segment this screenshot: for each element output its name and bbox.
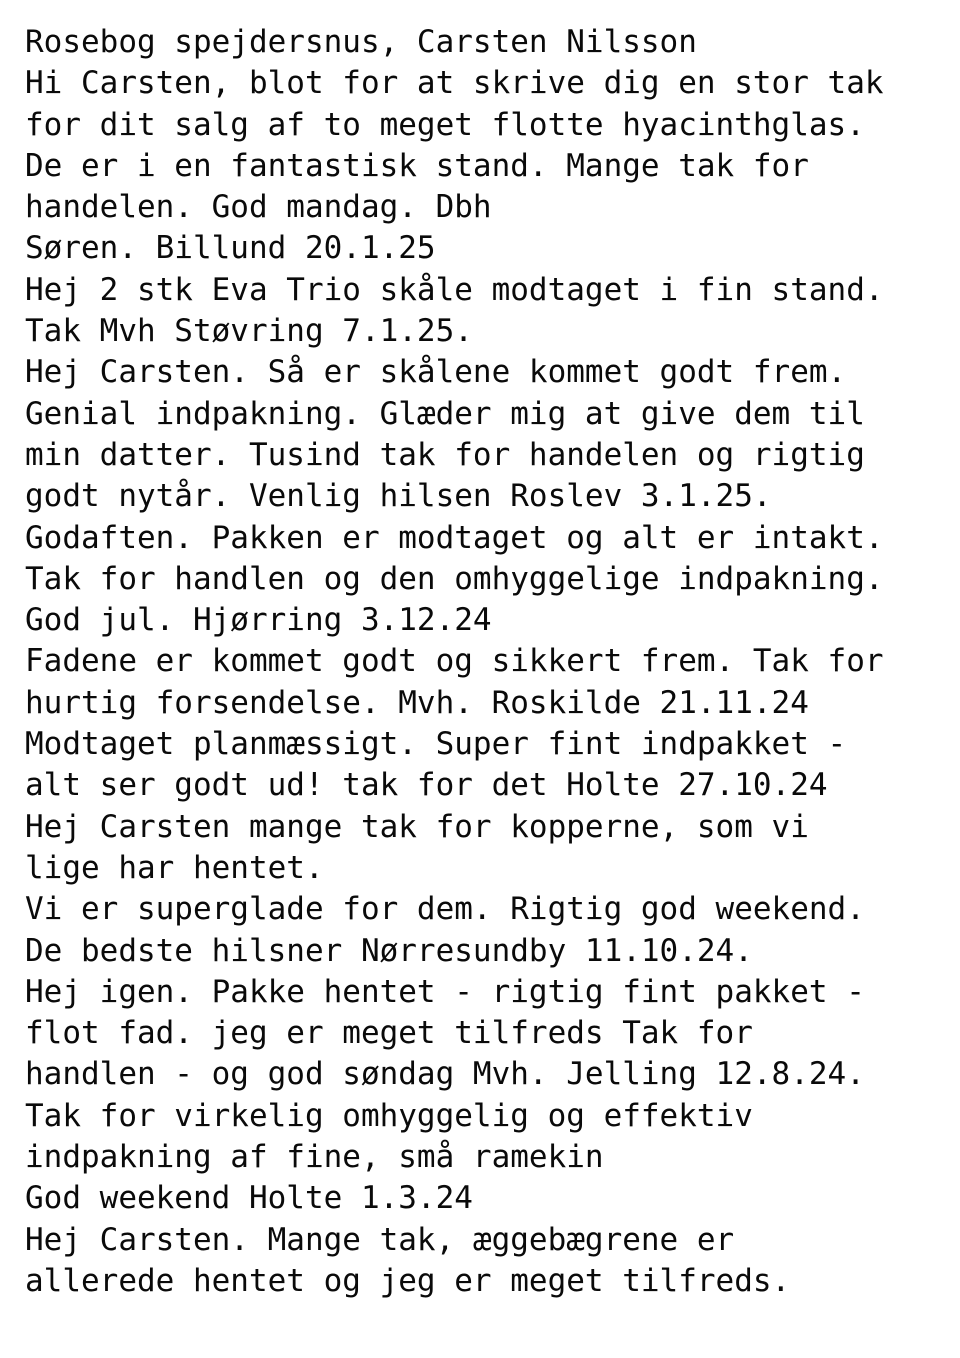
text-line: handlen - og god søndag Mvh. Jelling 12.8.24. <box>25 1056 865 1093</box>
text-line: Tak Mvh Støvring 7.1.25. <box>25 313 473 350</box>
text-line: min datter. Tusind tak for handelen og rigtig <box>25 436 865 473</box>
text-line: Hej 2 stk Eva Trio skåle modtaget i fin stand. <box>25 271 884 308</box>
text-line: Hej Carsten. Mange tak, æggebægrene er <box>25 1221 735 1258</box>
text-line: hurtig forsendelse. Mvh. Roskilde 21.11.24 <box>25 684 809 721</box>
text-line: God weekend Holte 1.3.24 <box>25 1180 473 1217</box>
text-line: godt nytår. Venlig hilsen Roslev 3.1.25. <box>25 478 772 515</box>
text-line: Hej igen. Pakke hentet - rigtig fint pakket - <box>25 973 865 1010</box>
text-line: Fadene er kommet godt og sikkert frem. Tak for <box>25 643 884 680</box>
text-line: Hej Carsten mange tak for kopperne, som vi <box>25 808 809 845</box>
text-line: Modtaget planmæssigt. Super fint indpakket - <box>25 726 847 763</box>
text-line: Søren. Billund 20.1.25 <box>25 230 436 267</box>
text-line: for dit salg af to meget flotte hyacinthglas. <box>25 106 865 143</box>
text-line: allerede hentet og jeg er meget tilfreds. <box>25 1262 791 1299</box>
text-line: Rosebog spejdersnus, Carsten Nilsson <box>25 24 697 60</box>
text-line: Tak for virkelig omhyggelig og effektiv <box>25 1097 753 1134</box>
text-line: indpakning af fine, små ramekin <box>25 1139 604 1176</box>
document-text <box>25 22 940 1302</box>
text-line: Hi Carsten, blot for at skrive dig en stor tak <box>25 65 884 102</box>
text-line: lige har hentet. <box>25 849 324 886</box>
text-line: alt ser godt ud! tak for det Holte 27.10.24 <box>25 767 828 804</box>
text-line: handelen. God mandag. Dbh <box>25 189 492 226</box>
text-line: Genial indpakning. Glæder mig at give dem til <box>25 395 865 432</box>
text-line: Godaften. Pakken er modtaget og alt er intakt. <box>25 519 884 556</box>
text-line: De er i en fantastisk stand. Mange tak for <box>25 147 809 184</box>
text-line: Vi er superglade for dem. Rigtig god weekend. <box>25 891 865 928</box>
text-line: Hej Carsten. Så er skålene kommet godt frem. <box>25 354 847 391</box>
text-line: God jul. Hjørring 3.12.24 <box>25 602 492 639</box>
text-line: Tak for handlen og den omhyggelige indpakning. <box>25 560 884 597</box>
text-line: De bedste hilsner Nørresundby 11.10.24. <box>25 932 753 969</box>
text-line: flot fad. jeg er meget tilfreds Tak for <box>25 1015 753 1052</box>
